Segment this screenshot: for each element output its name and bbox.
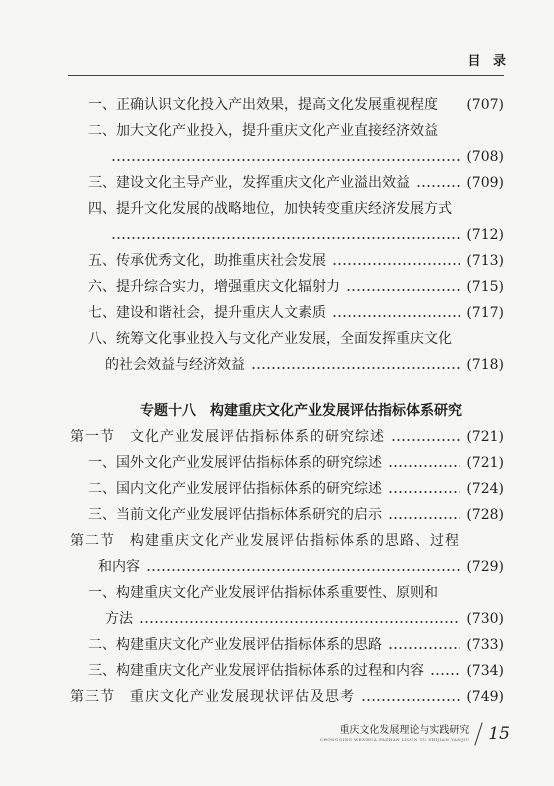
- toc-entry: [88, 302, 504, 324]
- page-number: 15: [488, 724, 510, 744]
- header-rule: [68, 75, 504, 76]
- entry-text: 二、加大文化产业投入，提升重庆文化产业直接经济效益: [88, 123, 438, 139]
- entry-text: 三、当前文化产业发展评估指标体系研究的启示: [88, 507, 382, 523]
- entry-text: 四、提升文化发展的战略地位，加快转变重庆经济发展方式: [88, 201, 452, 217]
- dot-leader: [388, 647, 460, 649]
- dot-leader: [111, 159, 460, 161]
- page-ref: (713): [466, 253, 504, 269]
- entry-text: 一、国外文化产业发展评估指标体系的研究综述: [88, 455, 382, 471]
- entry-text: 第一节 文化产业发展评估指标体系的研究综述: [70, 429, 385, 445]
- dot-leader: [388, 465, 460, 467]
- footer-divider: [475, 722, 483, 745]
- toc-entry: [88, 478, 504, 500]
- entry-text: 七、建设和谐社会，提升重庆人文素质: [88, 305, 326, 321]
- dot-leader: [332, 315, 460, 317]
- running-header: 目 录: [467, 54, 510, 69]
- page-ref: (734): [466, 663, 504, 679]
- entry-text: 三、建设文化主导产业，发挥重庆文化产业溢出效益: [88, 175, 410, 191]
- page-ref: (709): [466, 175, 504, 191]
- entry-text: 二、构建重庆文化产业发展评估指标体系的思路: [88, 637, 382, 653]
- toc-entry: [98, 556, 504, 578]
- dot-leader: [111, 237, 460, 239]
- dot-leader: [416, 185, 460, 187]
- dot-leader: [139, 621, 460, 623]
- chapter-heading: [98, 400, 504, 422]
- entry-text: 专题十八 构建重庆文化产业发展评估指标体系研究: [140, 403, 462, 419]
- entry-text: 五、传承优秀文化，助推重庆社会发展: [88, 253, 326, 269]
- dot-leader: [361, 699, 460, 701]
- toc-entry: [88, 172, 504, 194]
- toc-entry: [88, 504, 504, 526]
- dot-leader: [146, 569, 460, 571]
- page-ref: (717): [466, 305, 504, 321]
- page-ref: (715): [466, 279, 504, 295]
- dot-leader: [332, 263, 460, 265]
- toc-entry: [88, 94, 504, 116]
- toc-entry: [105, 608, 504, 630]
- dot-leader: [388, 491, 460, 493]
- entry-text: 三、构建重庆文化产业发展评估指标体系的过程和内容: [88, 663, 424, 679]
- section-entry: [70, 530, 504, 552]
- toc-entry: [88, 582, 504, 604]
- dot-leader: [430, 673, 460, 675]
- page-ref: (728): [466, 507, 504, 523]
- entry-text: 一、正确认识文化投入产出效果，提高文化发展重视程度: [88, 97, 438, 113]
- book-title: 重庆文化发展理论与实践研究: [339, 725, 470, 736]
- page-ref: (708): [466, 149, 504, 165]
- section-entry: [70, 686, 504, 708]
- page-ref: (749): [466, 689, 504, 705]
- dot-leader: [391, 439, 460, 441]
- toc-entry: [88, 120, 504, 142]
- dot-leader: [388, 517, 460, 519]
- toc-entry: [88, 660, 504, 682]
- entry-text: 二、国内文化产业发展评估指标体系的研究综述: [88, 481, 382, 497]
- toc-entry: [88, 250, 504, 272]
- toc-entry: [105, 224, 504, 246]
- entry-text: 一、构建重庆文化产业发展评估指标体系重要性、原则和: [88, 585, 438, 601]
- entry-text: 第二节 构建重庆文化产业发展评估指标体系的思路、过程: [70, 533, 460, 549]
- dot-leader: [346, 289, 460, 291]
- entry-text: 六、提升综合实力，增强重庆文化辐射力: [88, 279, 340, 295]
- entry-text: 八、统筹文化事业投入与文化产业发展，全面发挥重庆文化: [88, 331, 452, 347]
- page-ref: (733): [466, 637, 504, 653]
- toc-entry: [88, 198, 504, 220]
- toc-entry: [88, 634, 504, 656]
- page-ref: (724): [466, 481, 504, 497]
- toc-entry: [105, 146, 504, 168]
- page-ref: (721): [466, 429, 504, 445]
- section-entry: [70, 426, 504, 448]
- entry-text: 和内容: [98, 559, 140, 575]
- page-ref: (707): [466, 97, 504, 113]
- book-subtitle: CHONGQING WENHUA FAZHAN LILUN YU SHIJIAN YANJIU: [319, 737, 470, 742]
- page-ref: (729): [466, 559, 504, 575]
- toc-entry: [88, 452, 504, 474]
- entry-text: 第三节 重庆文化产业发展现状评估及思考: [70, 689, 355, 705]
- toc-entry: [88, 328, 504, 350]
- page-ref: (718): [466, 357, 504, 373]
- page-ref: (730): [466, 611, 504, 627]
- toc-entry: [105, 354, 504, 376]
- toc-entry: [88, 276, 504, 298]
- dot-leader: [251, 367, 460, 369]
- page-footer: [320, 722, 510, 746]
- entry-text: 的社会效益与经济效益: [105, 357, 245, 373]
- page-ref: (721): [466, 455, 504, 471]
- page-ref: (712): [466, 227, 504, 243]
- entry-text: 方法: [105, 611, 133, 627]
